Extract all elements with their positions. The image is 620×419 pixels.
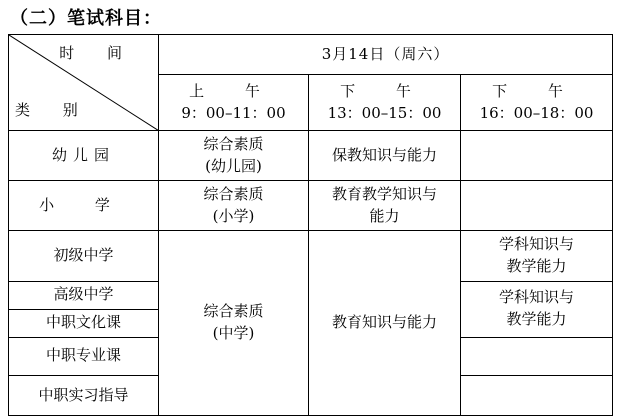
subject-line: 综合素质 [203,185,264,204]
category-axis-label: 类 别 [15,101,92,120]
subject-cell [309,181,461,231]
subject-cell-shared: 教育知识与能力 [309,231,461,416]
period-name: 下 午 [492,81,581,100]
period-name: 下 午 [340,81,429,100]
category-cell: 中职专业课 [9,337,159,375]
empty-cell [461,375,613,415]
empty-cell [461,337,613,375]
subject-line: (幼儿园) [205,156,262,175]
table-row [9,181,613,231]
subject-cell [159,131,309,181]
period-header-1 [159,75,309,131]
exam-schedule-table [8,34,613,416]
table-row [9,131,613,181]
period-header-3 [461,75,613,131]
period-time: 16：00–18：00 [479,103,594,122]
header-corner-cell [9,35,159,131]
empty-cell [461,131,613,181]
period-time: 9：00–11：00 [181,103,286,122]
subject-cell-shared [159,231,309,416]
category-cell: 小 学 [9,181,159,231]
empty-cell [461,181,613,231]
subject-line: (小学) [212,206,255,225]
category-cell: 中职实习指导 [9,375,159,415]
period-header-2 [309,75,461,131]
subject-line: 教学能力 [506,310,567,329]
subject-line: 学科知识与 [499,288,575,307]
subject-line: 能力 [369,206,400,225]
category-cell: 中职文化课 [9,309,159,337]
exam-date: 3月14日（周六） [159,35,613,75]
subject-line: 教学能力 [506,257,567,276]
subject-line: (中学) [212,324,255,343]
section-heading: （二）笔试科目： [10,8,162,29]
subject-line: 学科知识与 [499,235,575,254]
subject-line: 综合素质 [203,135,264,154]
category-cell: 幼儿园 [9,131,159,181]
category-cell: 初级中学 [9,231,159,281]
subject-cell [159,181,309,231]
subject-cell: 保教知识与能力 [309,131,461,181]
subject-line: 综合素质 [203,302,264,321]
period-name: 上 午 [189,81,278,100]
subject-line: 教育教学知识与 [331,185,437,204]
table-row [9,231,613,281]
category-cell: 高级中学 [9,281,159,309]
subject-cell [461,281,613,337]
time-axis-label: 时 间 [59,44,136,62]
period-time: 13：00–15：00 [327,103,442,122]
subject-cell [461,231,613,281]
